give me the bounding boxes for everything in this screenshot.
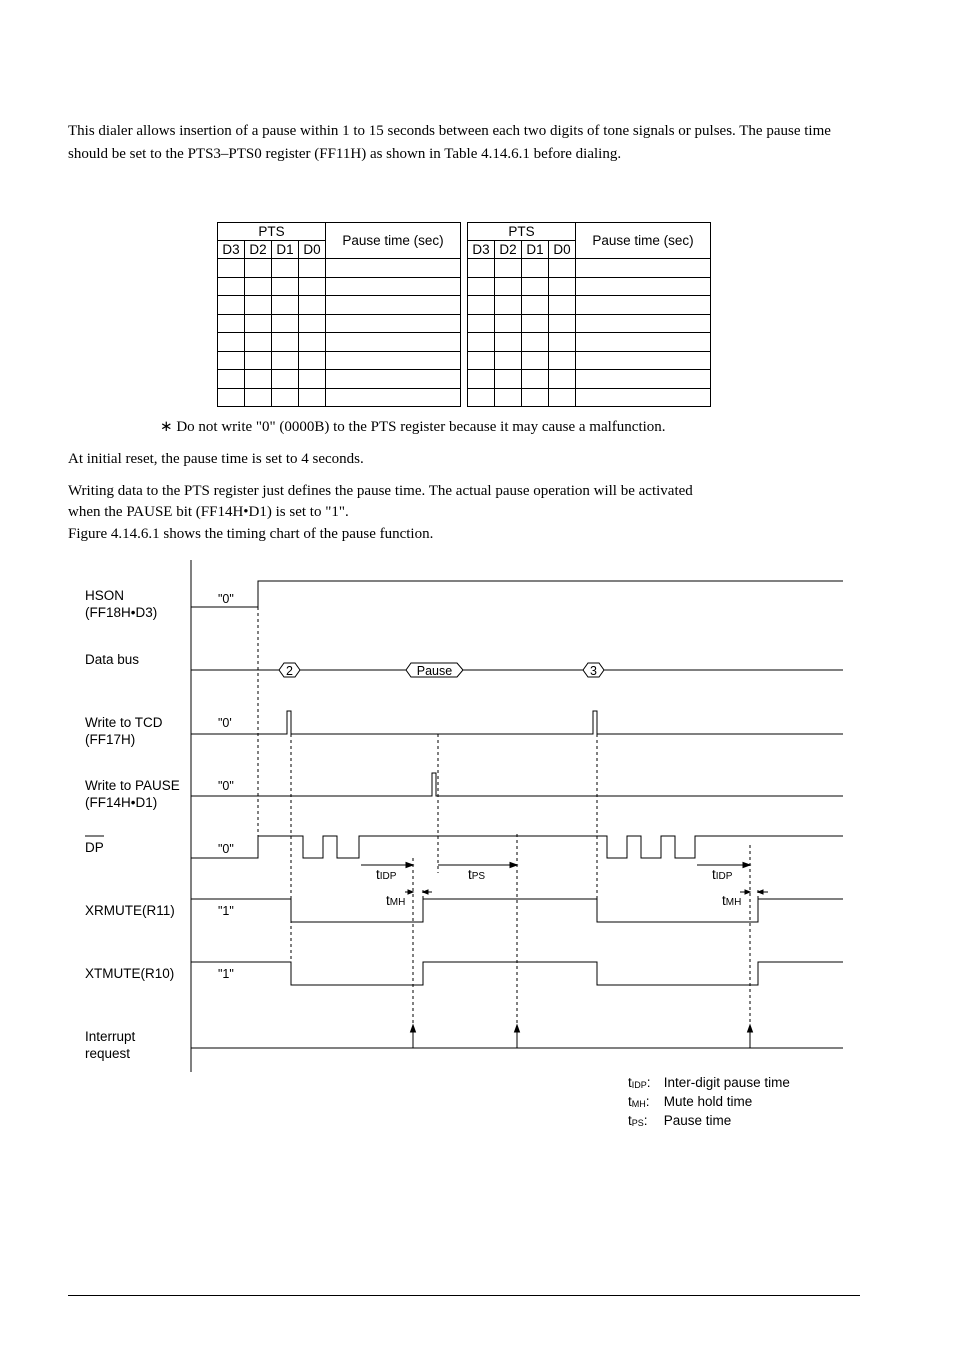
- table-cell: [576, 314, 711, 333]
- table-row: [468, 314, 711, 333]
- table-cell: [299, 259, 326, 278]
- pause-time-header: Pause time (sec): [326, 223, 461, 259]
- bit-d3-header: D3: [468, 241, 495, 259]
- table-cell: [245, 259, 272, 278]
- table-cell: [522, 277, 549, 296]
- table-cell: [522, 370, 549, 389]
- table-cell: [218, 314, 245, 333]
- pause-level: "0": [218, 779, 234, 793]
- table-cell: [522, 388, 549, 407]
- table-cell: [272, 314, 299, 333]
- table-cell: [522, 296, 549, 315]
- pause-register-label: (FF14H•D1): [85, 795, 158, 810]
- table-cell: [272, 333, 299, 352]
- hson-waveform: [191, 581, 843, 607]
- dp-label: DP: [85, 840, 104, 855]
- bit-d3-header: D3: [218, 241, 245, 259]
- table-cell: [245, 370, 272, 389]
- bit-d2-header: D2: [245, 241, 272, 259]
- t-mh-label: tMH: [722, 893, 742, 908]
- table-row: [468, 277, 711, 296]
- table-cell: [576, 296, 711, 315]
- table-cell: [549, 351, 576, 370]
- table-cell: [468, 277, 495, 296]
- data-bus-label: Data bus: [85, 652, 140, 667]
- table-cell: [218, 370, 245, 389]
- table-cell: [245, 277, 272, 296]
- table-row: [218, 277, 461, 296]
- table-cell: [468, 388, 495, 407]
- table-cell: [245, 296, 272, 315]
- table-cell: [576, 259, 711, 278]
- table-cell: [495, 388, 522, 407]
- table-row: [218, 351, 461, 370]
- table-row: [468, 370, 711, 389]
- bus-value-digit: 2: [286, 664, 293, 678]
- dp-level: "0": [218, 842, 234, 856]
- table-cell: [468, 370, 495, 389]
- table-cell: [272, 388, 299, 407]
- table-cell: [326, 370, 461, 389]
- table-cell: [272, 370, 299, 389]
- table-cell: [218, 333, 245, 352]
- pts-group-header: PTS: [468, 223, 576, 241]
- bus-value-pause: Pause: [416, 664, 453, 678]
- xtmute-level: "1": [218, 967, 234, 981]
- table-cell: [299, 277, 326, 296]
- table-cell: [522, 314, 549, 333]
- pause-paragraph-line1: Writing data to the PTS register just defines the pause time. The actual pause operation will be activated: [68, 483, 693, 499]
- table-cell: [522, 351, 549, 370]
- table-cell: [549, 388, 576, 407]
- table-cell: [326, 333, 461, 352]
- table-row: [218, 333, 461, 352]
- table-cell: [495, 370, 522, 389]
- tcd-level: "0': [218, 716, 232, 730]
- table-row: [468, 351, 711, 370]
- table-cell: [495, 314, 522, 333]
- table-cell: [576, 370, 711, 389]
- table-cell: [272, 296, 299, 315]
- bus-value-digit: 3: [590, 664, 597, 678]
- bit-d0-header: D0: [549, 241, 576, 259]
- bit-d2-header: D2: [495, 241, 522, 259]
- pts-table-right: [467, 222, 711, 407]
- timing-arrows: [361, 863, 768, 895]
- table-cell: [468, 333, 495, 352]
- tcd-label: Write to TCD: [85, 715, 163, 730]
- table-cell: [245, 314, 272, 333]
- legend-item-mh: $t_{MH}$: Mute hold time: [628, 1094, 753, 1109]
- table-cell: [326, 259, 461, 278]
- table-cell: [218, 296, 245, 315]
- table-row: [218, 259, 461, 278]
- tcd-register-label: (FF17H): [85, 732, 136, 747]
- legend-item-ps: $t_{PS}$: Pause time: [628, 1113, 732, 1128]
- xrmute-level: "1": [218, 904, 234, 918]
- table-cell: [495, 296, 522, 315]
- table-cell: [218, 351, 245, 370]
- table-cell: [495, 259, 522, 278]
- table-row: [218, 296, 461, 315]
- t-idp-label: tIDP: [376, 867, 397, 882]
- table-row: [218, 388, 461, 407]
- table-row: [218, 314, 461, 333]
- table-cell: [218, 388, 245, 407]
- table-cell: [495, 333, 522, 352]
- pause-paragraph-line2: when the PAUSE bit (FF14H•D1) is set to "1".: [68, 504, 349, 520]
- table-cell: [549, 277, 576, 296]
- table-row: [468, 333, 711, 352]
- legend-item-idp: $t_{IDP}$: Inter-digit pause time: [628, 1075, 790, 1090]
- interrupt-arrows: [411, 1025, 753, 1048]
- table-row: [468, 259, 711, 278]
- table-cell: [495, 351, 522, 370]
- table-cell: [245, 333, 272, 352]
- table-cell: [299, 351, 326, 370]
- bit-d1-header: D1: [272, 241, 299, 259]
- pts-table-left: [217, 222, 461, 407]
- table-cell: [245, 351, 272, 370]
- table-cell: [468, 314, 495, 333]
- tcd-write-waveform: [191, 711, 843, 734]
- table-cell: [549, 314, 576, 333]
- reset-paragraph: At initial reset, the pause time is set to 4 seconds.: [68, 451, 364, 467]
- table-cell: [272, 277, 299, 296]
- table-cell: [522, 333, 549, 352]
- table-cell: [326, 351, 461, 370]
- table-cell: [576, 351, 711, 370]
- xrmute-label: XRMUTE(R11): [85, 903, 175, 918]
- figure-reference: Figure 4.14.6.1 shows the timing chart of the pause function.: [68, 526, 434, 542]
- table-cell: [326, 277, 461, 296]
- bit-d1-header: D1: [522, 241, 549, 259]
- xtmute-label: XTMUTE(R10): [85, 966, 175, 981]
- table-cell: [272, 259, 299, 278]
- table-cell: [522, 259, 549, 278]
- table-cell: [299, 388, 326, 407]
- table-cell: [576, 333, 711, 352]
- table-row: [218, 370, 461, 389]
- table-cell: [299, 296, 326, 315]
- table-cell: [468, 296, 495, 315]
- table-cell: [245, 388, 272, 407]
- table-cell: [272, 351, 299, 370]
- table-cell: [549, 333, 576, 352]
- table-cell: [326, 314, 461, 333]
- pause-label: Write to PAUSE: [85, 778, 180, 793]
- interrupt-label-line2: request: [85, 1046, 131, 1061]
- footer-rule: [68, 1295, 860, 1296]
- table-cell: [468, 259, 495, 278]
- table-cell: [299, 314, 326, 333]
- interrupt-label: Interrupt: [85, 1029, 136, 1044]
- pause-time-header: Pause time (sec): [576, 223, 711, 259]
- timing-chart: [0, 560, 954, 1080]
- t-mh-label: tMH: [386, 893, 406, 908]
- intro-paragraph: This dialer allows insertion of a pause within 1 to 15 seconds between each two digits of tone signals or pulses. The pause time should be set to the PTS3–PTS0 register (FF11H) as shown in Table 4.14.6.1 before dialing.: [68, 123, 831, 162]
- pause-write-waveform: [191, 773, 843, 796]
- table-cell: [549, 370, 576, 389]
- hson-label: HSON: [85, 588, 125, 603]
- pts-group-header: PTS: [218, 223, 326, 241]
- t-ps-label: tPS: [468, 867, 486, 882]
- table-cell: [576, 277, 711, 296]
- bit-d0-header: D0: [299, 241, 326, 259]
- table-cell: [326, 296, 461, 315]
- table-cell: [495, 277, 522, 296]
- table-cell: [576, 388, 711, 407]
- table-row: [468, 388, 711, 407]
- table-cell: [468, 351, 495, 370]
- table-note: ∗ Do not write "0" (0000B) to the PTS register because it may cause a malfunction.: [160, 419, 666, 435]
- table-cell: [326, 388, 461, 407]
- table-cell: [549, 259, 576, 278]
- table-cell: [299, 333, 326, 352]
- table-row: [468, 296, 711, 315]
- table-cell: [218, 277, 245, 296]
- hson-level: "0": [218, 592, 234, 606]
- t-idp-label: tIDP: [712, 867, 733, 882]
- table-cell: [218, 259, 245, 278]
- table-cell: [549, 296, 576, 315]
- hson-register-label: (FF18H•D3): [85, 605, 158, 620]
- table-cell: [299, 370, 326, 389]
